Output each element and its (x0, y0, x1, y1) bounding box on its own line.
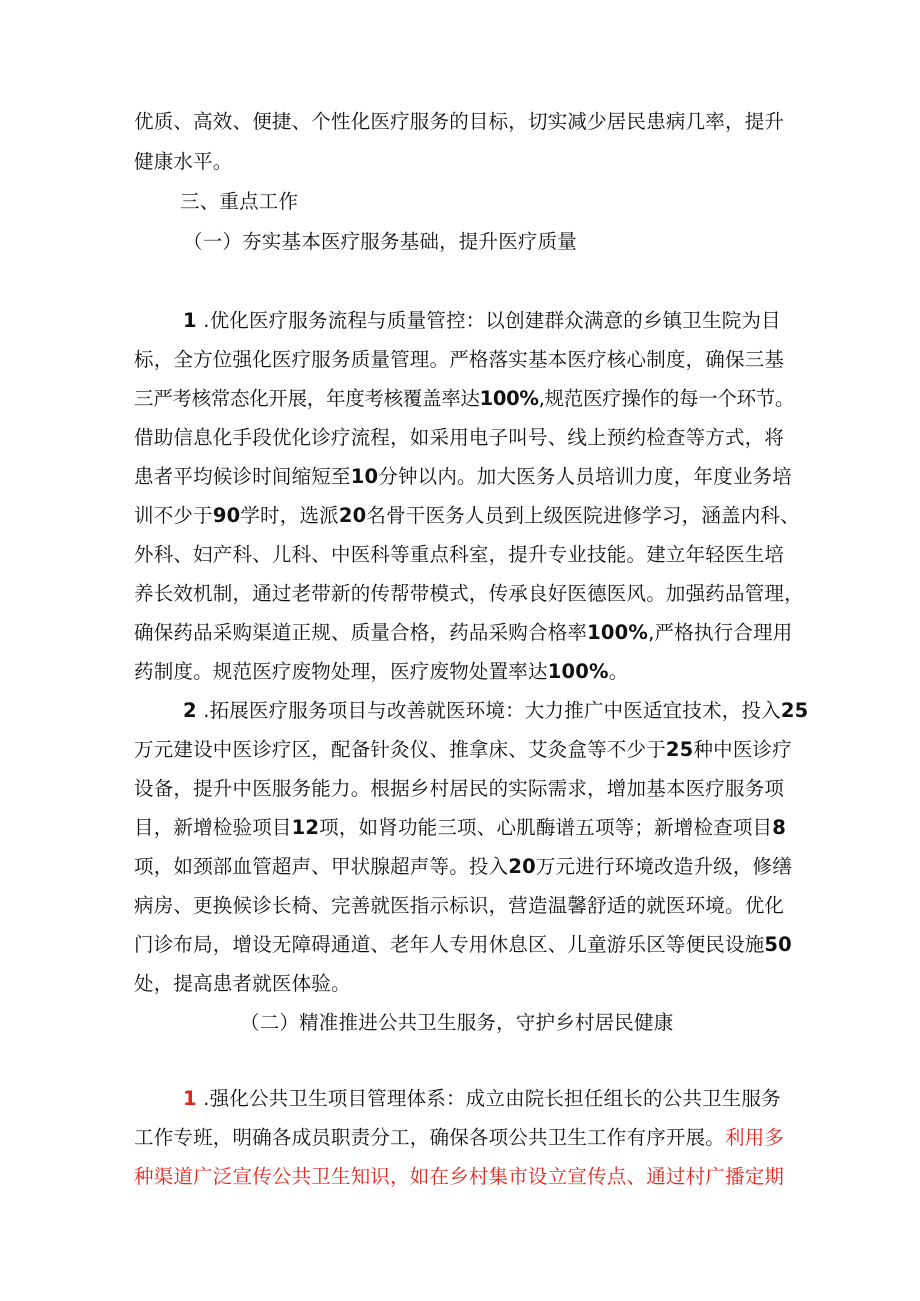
text-run: 健康水平。 (134, 150, 233, 173)
text-run: 确保药品采购渠道正规、质量合格，药品采购合格率 (134, 621, 588, 644)
text-run: 三、重点工作 (180, 190, 299, 213)
paragraph-line (0, 582, 920, 606)
item-heading-line (0, 699, 920, 723)
number-value: 25 (780, 699, 809, 722)
number-value: 20 (508, 855, 536, 878)
text-run: 设备，提升中医服务能力。根据乡村居民的实际需求，增加基本医疗服务项 (134, 777, 785, 800)
number-value: 10 (350, 465, 379, 488)
text-run: .拓展医疗服务项目与改善就医环境：大力推广中医适宜技术，投入 (203, 699, 781, 722)
text-run: 外科、妇产科、儿科、中医科等重点科室，提升专业技能。建立年轻医生培 (134, 543, 785, 566)
subsection-heading (0, 1011, 920, 1035)
paragraph-line (0, 465, 920, 489)
highlighted-text: 种渠道广泛宣传公共卫生知识，如在乡村集市设立宣传点、通过村广播定期 (134, 1165, 785, 1188)
text-run: 三严考核常态化开展，年度考核覆盖率达 (134, 387, 480, 410)
item-number: 2 (183, 699, 197, 722)
paragraph-line (0, 621, 920, 645)
paragraph-line (0, 1126, 920, 1150)
paragraph-line (0, 150, 920, 174)
text-run: 标，全方位强化医疗服务质量管理。严格落实基本医疗核心制度，确保三基 (134, 348, 785, 371)
paragraph-line (0, 387, 920, 411)
text-run: 万元进行环境改造升级，修缮 (535, 855, 792, 878)
text-run: 学时，选派 (240, 504, 339, 527)
text-run: 处，提高患者就医体验。 (134, 972, 351, 995)
text-run: 患者平均候诊时间缩短至 (134, 465, 351, 488)
number-value: 90 (212, 504, 241, 527)
text-run: .优化医疗服务流程与质量管控：以创建群众满意的乡镇卫生院为目 (203, 309, 781, 332)
paragraph-line (0, 110, 920, 134)
text-run: 目，新增检验项目 (134, 816, 292, 839)
number-value: 25 (665, 738, 694, 761)
text-run: 养长效机制，通过老带新的传帮带模式，传承良好医德医风。加强药品管理， (134, 582, 804, 605)
text-run: 训不少于 (134, 504, 213, 527)
text-run: 工作专班，明确各成员职责分工，确保各项公共卫生工作有序开展。 (134, 1126, 726, 1149)
text-run: 名骨干医务人员到上级医院进修学习，涵盖内科、 (366, 504, 800, 527)
text-run: 。 (608, 660, 629, 683)
number-value: 12 (291, 816, 320, 839)
highlighted-text: 利用多 (725, 1126, 785, 1149)
text-run: 药制度。规范医疗废物处理，医疗废物处置率达 (134, 660, 548, 683)
text-run: （一）夯实基本医疗服务基础，提升医疗质量 (183, 230, 578, 253)
number-value: 8 (772, 816, 787, 839)
paragraph-line (0, 348, 920, 372)
text-run: ,严格执行合理用 (648, 621, 793, 644)
section-heading (0, 190, 920, 214)
paragraph-line (0, 504, 920, 528)
item-number: 1 (183, 309, 197, 332)
number-value: 20 (338, 504, 367, 527)
text-run: 优质、高效、便捷、个性化医疗服务的目标，切实减少居民患病几率，提升 (134, 110, 785, 133)
number-value: 100% (547, 660, 609, 683)
paragraph-line (0, 660, 920, 684)
number-value: 100% (587, 621, 649, 644)
paragraph-line (0, 426, 920, 450)
item-heading-line (0, 309, 920, 333)
paragraph-line (0, 855, 920, 879)
paragraph-line (0, 738, 920, 762)
text-run: 借助信息化手段优化诊疗流程，如采用电子叫号、线上预约检查等方式，将 (134, 426, 785, 449)
number-value: 50 (764, 933, 792, 956)
text-run: 项，如肾功能三项、心肌酶谱五项等；新增检查项目 (319, 816, 773, 839)
paragraph-line (0, 894, 920, 918)
text-run: 万元建设中医诊疗区，配备针灸仪、推拿床、艾灸盒等不少于 (134, 738, 666, 761)
item-number: 1 (183, 1087, 197, 1110)
text-run: 项，如颈部血管超声、甲状腺超声等。投入 (134, 855, 509, 878)
text-run: 分钟以内。加大医务人员培训力度，年度业务培 (378, 465, 792, 488)
paragraph-line (0, 816, 920, 840)
number-value: 100% (479, 387, 539, 410)
text-run: .强化公共卫生项目管理体系：成立由院长担任组长的公共卫生服务 (203, 1087, 781, 1110)
subsection-heading (0, 230, 920, 254)
paragraph-line (0, 543, 920, 567)
text-run: （二）精准推进公共卫生服务，守护乡村居民健康 (240, 1011, 674, 1034)
paragraph-line (0, 777, 920, 801)
text-run: 病房、更换候诊长椅、完善就医指示标识，营造温馨舒适的就医环境。优化 (134, 894, 785, 917)
highlighted-paragraph-line (0, 1165, 920, 1189)
text-run: 种中医诊疗 (693, 738, 792, 761)
item-heading-line (0, 1087, 920, 1111)
paragraph-line (0, 933, 920, 957)
text-run: 门诊布局，增设无障碍通道、老年人专用休息区、儿童游乐区等便民设施 (134, 933, 765, 956)
text-run: ,规范医疗操作的每一个环节。 (538, 387, 795, 410)
paragraph-line (0, 972, 920, 996)
